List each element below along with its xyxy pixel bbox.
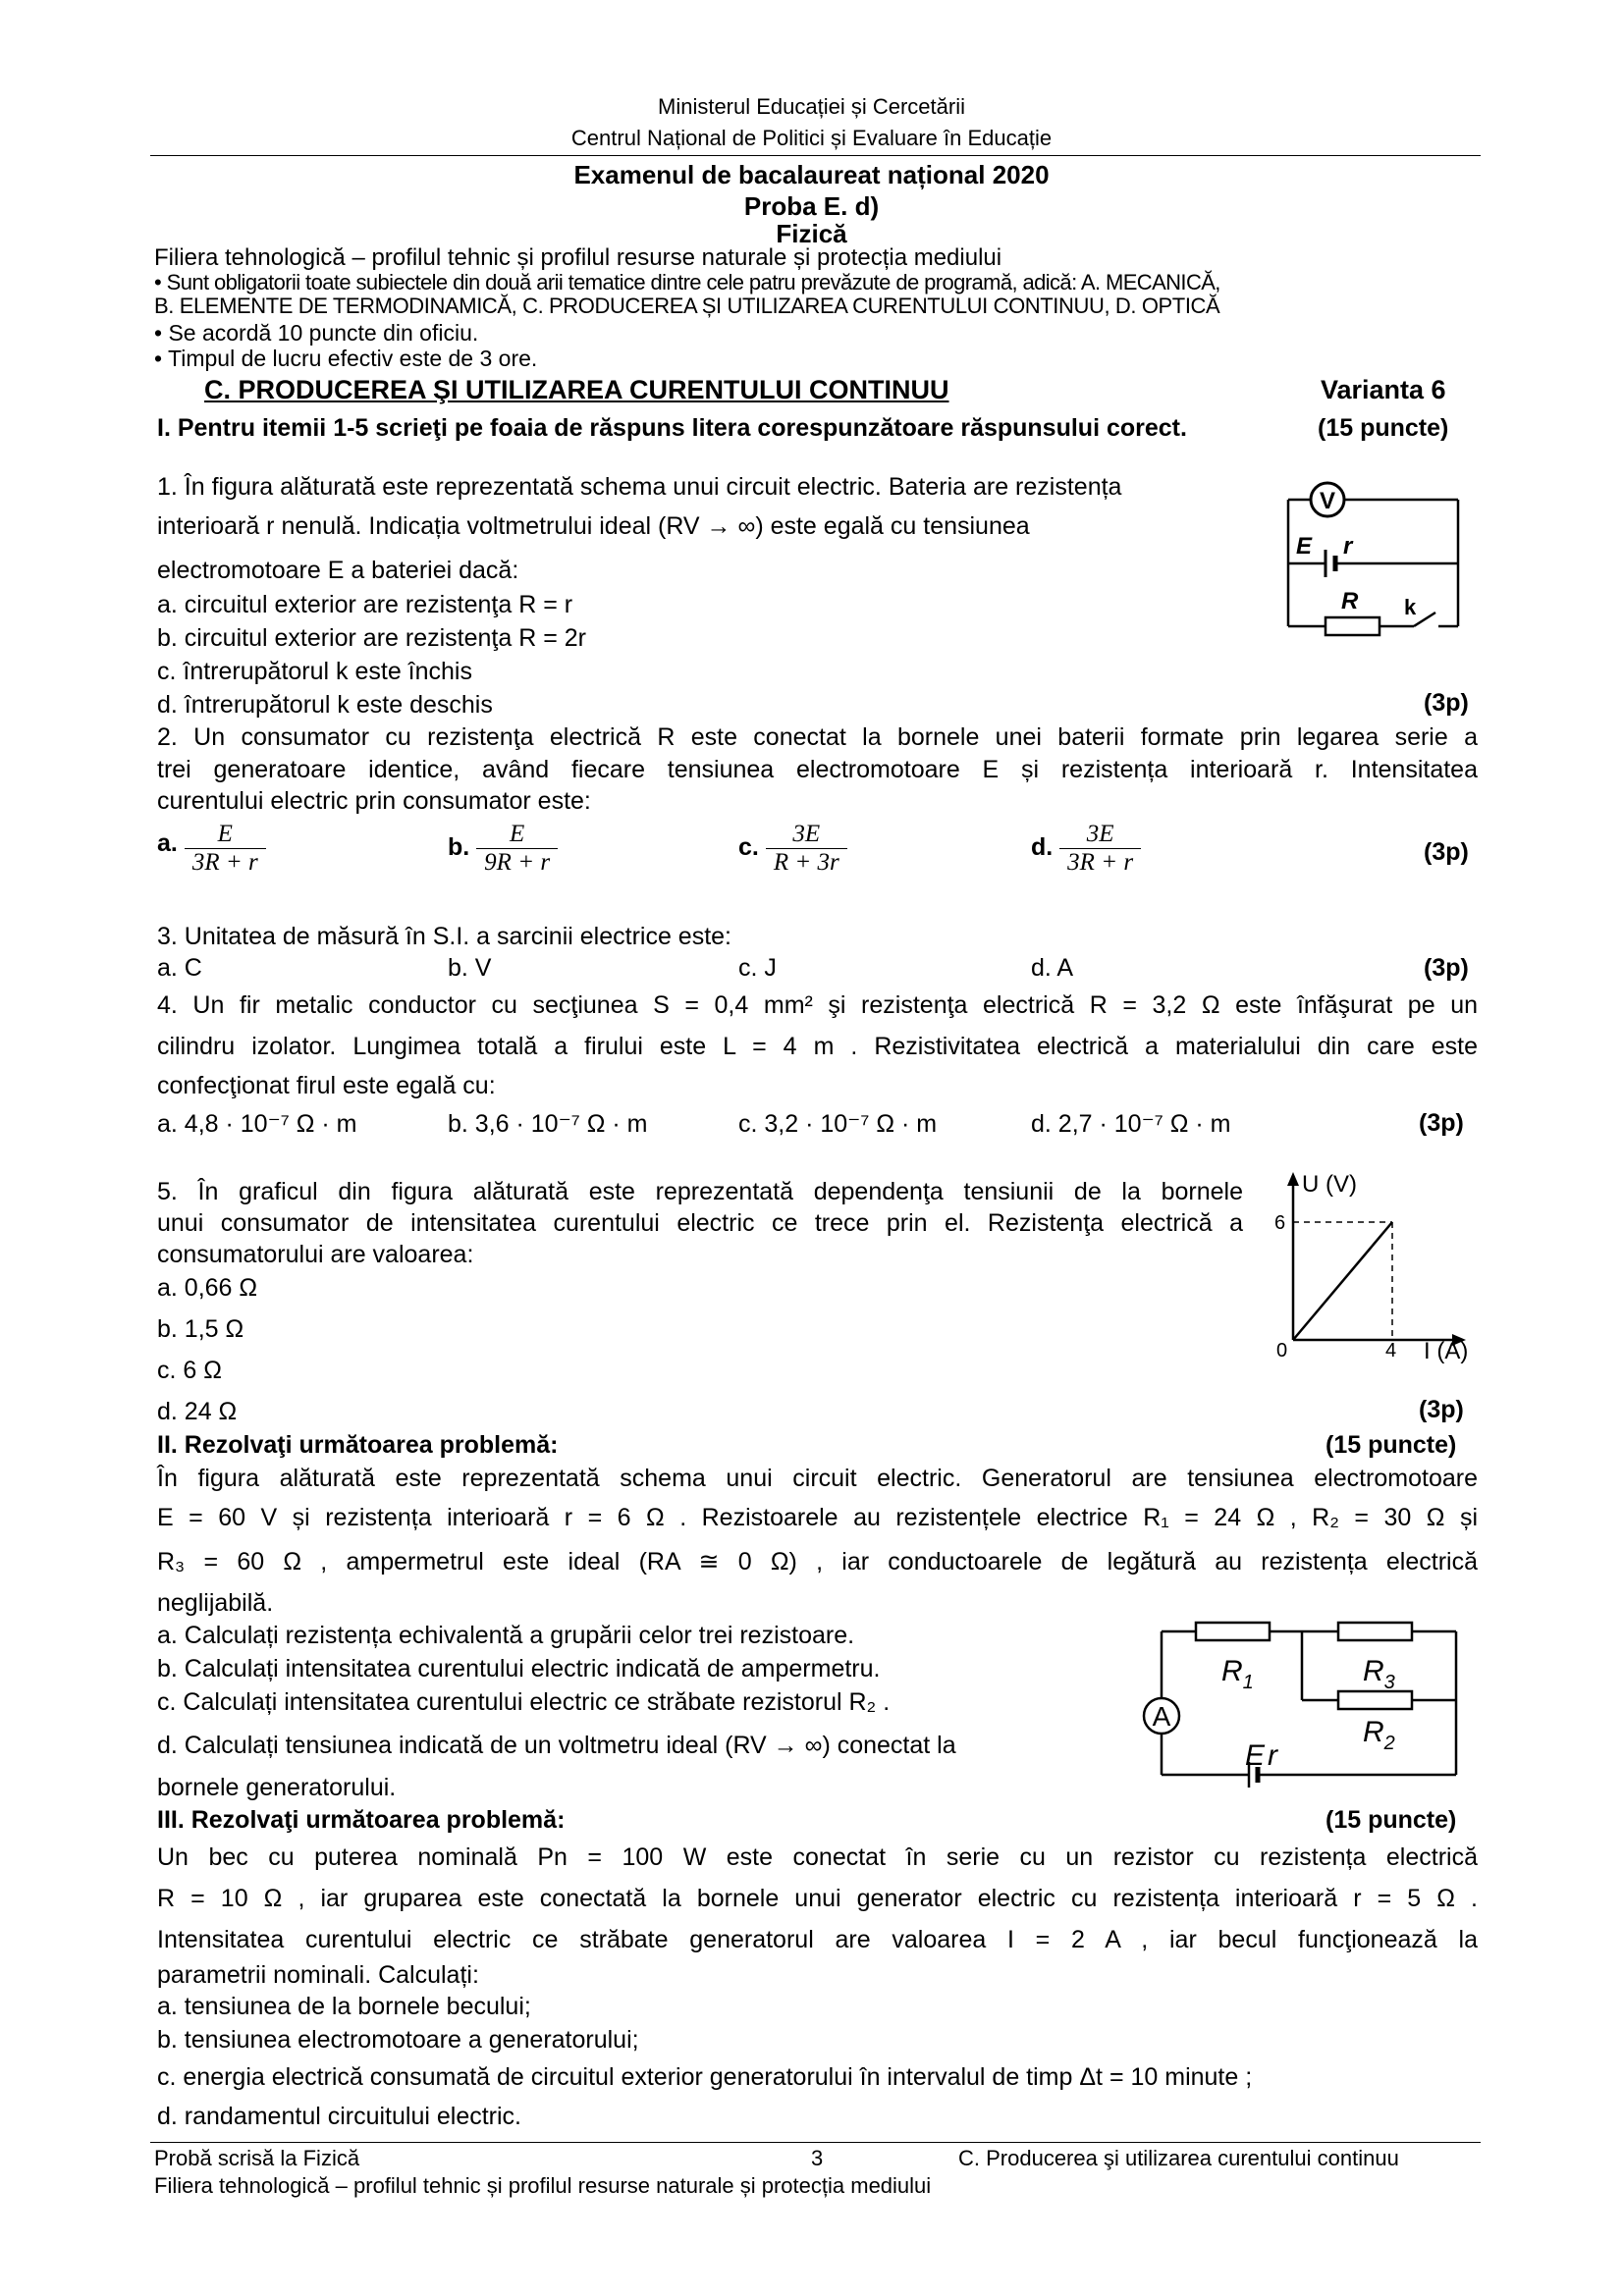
q1-option-a: a. circuitul exterior are rezistenţa R = r <box>157 591 573 618</box>
p2-item-d2: bornele generatorului. <box>157 1774 397 1801</box>
y-axis-label: U (V) <box>1302 1171 1357 1198</box>
p2-line2: E = 60 V și rezistența interioară r = 6 Ω . Rezistoarele au rezistențele electrice R₁ = 24 Ω , R₂ = 30 Ω și <box>157 1504 1478 1531</box>
footer-divider <box>150 2142 1481 2143</box>
circuit-figure-2 <box>1127 1610 1481 1806</box>
part1-points: (15 puncte) <box>1318 414 1449 442</box>
footer-right: C. Producerea şi utilizarea curentului continuu <box>958 2146 1399 2170</box>
y-axis-arrow <box>1287 1172 1299 1186</box>
r1-label: $R_1$ <box>1221 1655 1254 1693</box>
q4-points: (3p) <box>1419 1109 1464 1137</box>
q2-option-a: a. $\frac{E}{3R + r}$ <box>157 821 266 877</box>
x-axis-label: I (A) <box>1424 1338 1469 1364</box>
q5-option-d: d. 24 Ω <box>157 1398 238 1425</box>
internal-resistance-label: r <box>1268 1739 1277 1772</box>
p3-line4: parametrii nominali. Calculați: <box>157 1961 479 1989</box>
q1-line1: 1. În figura alăturată este reprezentată schema unui circuit electric. Bateria are rezistența <box>157 473 1122 501</box>
circuit-figure-1 <box>1276 471 1473 643</box>
q1-line2: interioară r nenulă. Indicația voltmetrului ideal (RV → ∞) este egală cu tensiunea <box>157 512 1030 540</box>
q3-option-a: a. C <box>157 954 202 982</box>
part3-heading: III. Rezolvaţi următoarea problemă: <box>157 1806 566 1834</box>
section-title: C. PRODUCEREA ŞI UTILIZAREA CURENTULUI CONTINUU <box>204 375 949 404</box>
q1-option-d: d. întrerupătorul k este deschis <box>157 691 493 719</box>
p2-line1: În figura alăturată este reprezentată schema unui circuit electric. Generatorul are tensiunea electromotoare <box>157 1465 1478 1492</box>
part3-points: (15 puncte) <box>1325 1806 1457 1834</box>
internal-resistance-label: r <box>1343 533 1353 560</box>
resistor-icon <box>1325 617 1380 635</box>
q4-option-a: a. 4,8 · 10⁻⁷ Ω · m <box>157 1110 357 1138</box>
q2-option-b: b. $\frac{E}{9R + r}$ <box>448 821 558 877</box>
p3-item-b: b. tensiunea electromotoare a generatorului; <box>157 2026 639 2054</box>
q2-line2: trei generatoare identice, având fiecare tensiunea electromotoare E și rezistența interioară r. Intensitatea <box>157 756 1478 783</box>
p3-line1: Un bec cu puterea nominală Pn = 100 W este conectat în serie cu un rezistor cu rezistența electrică <box>157 1843 1478 1871</box>
series-line <box>1293 1222 1392 1340</box>
q3-option-c: c. J <box>738 954 777 982</box>
voltmeter-label: V <box>1319 488 1336 514</box>
q5-line1: 5. În graficul din figura alăturată este reprezentată dependenţa tensiunii de la bornele <box>157 1178 1243 1205</box>
q1-option-c: c. întrerupătorul k este închis <box>157 658 472 685</box>
y-tick-label: 6 <box>1274 1212 1286 1234</box>
r2-label: $R_2$ <box>1363 1716 1395 1754</box>
q5-line3: consumatorului are valoarea: <box>157 1241 474 1268</box>
header-divider <box>150 155 1481 156</box>
exam-title: Examenul de bacalaureat național 2020 <box>573 160 1050 189</box>
ammeter-label: A <box>1152 1701 1171 1732</box>
q2-option-c: c. $\frac{3E}{R + 3r}$ <box>738 821 847 877</box>
q3-line1: 3. Unitatea de măsură în S.I. a sarcinii electrice este: <box>157 923 731 950</box>
p3-item-c: c. energia electrică consumată de circuitul exterior generatorului în intervalul de timp Δt = 10 minute ; <box>157 2063 1253 2091</box>
q4-options <box>157 1109 1478 1141</box>
q2-line1: 2. Un consumator cu rezistenţa electrică R este conectat la bornele unei baterii formate prin legarea serie a <box>157 723 1478 751</box>
p2-item-b: b. Calculați intensitatea curentului electric indicată de ampermetru. <box>157 1655 881 1682</box>
emf-label: E <box>1245 1739 1266 1772</box>
subject-title: Fizică <box>776 219 847 248</box>
q5-option-a: a. 0,66 Ω <box>157 1274 258 1302</box>
q3-options <box>157 954 1478 986</box>
switch-icon <box>1414 613 1435 626</box>
q2-points: (3p) <box>1424 838 1469 866</box>
proba-title: Proba E. d) <box>743 191 880 221</box>
footer-left: Probă scrisă la Fizică <box>154 2146 360 2170</box>
emf-label: E <box>1296 533 1313 560</box>
r3-label: $R_3$ <box>1363 1655 1395 1693</box>
switch-label: k <box>1404 595 1417 619</box>
q1-option-b: b. circuitul exterior are rezistenţa R = 2r <box>157 624 586 652</box>
filiera-line: Filiera tehnologică – profilul tehnic și profilul resurse naturale și protecția mediului <box>154 244 1002 271</box>
q2-line3: curentului electric prin consumator este: <box>157 787 591 815</box>
q5-points: (3p) <box>1419 1396 1464 1423</box>
q5-line2: unui consumator de intensitatea curentului electric ce trece prin el. Rezistenţa electrică a <box>157 1209 1243 1237</box>
q4-option-b: b. 3,6 · 10⁻⁷ Ω · m <box>448 1110 648 1138</box>
resistor-r1-icon <box>1196 1623 1270 1640</box>
p3-line3: Intensitatea curentului electric ce străbate generatorul are valoarea I = 2 A , iar becul funcţionează la <box>157 1926 1478 1953</box>
p2-item-a: a. Calculați rezistența echivalentă a grupării celor trei rezistoare. <box>157 1622 855 1649</box>
p2-item-d1: d. Calculați tensiunea indicată de un voltmetru ideal (RV → ∞) conectat la <box>157 1732 956 1759</box>
q1-points: (3p) <box>1424 689 1469 717</box>
origin-label: 0 <box>1276 1340 1288 1362</box>
ministry-line: Ministerul Educației și Cercetării <box>658 94 965 119</box>
rule-3: • Timpul de lucru efectiv este de 3 ore. <box>154 346 538 371</box>
u-i-chart <box>1267 1168 1492 1364</box>
q5-option-c: c. 6 Ω <box>157 1357 222 1384</box>
q4-option-d: d. 2,7 · 10⁻⁷ Ω · m <box>1031 1110 1231 1138</box>
q2-option-d: d. $\frac{3E}{3R + r}$ <box>1031 821 1141 877</box>
resistor-r2-icon <box>1338 1691 1412 1709</box>
p2-item-c: c. Calculați intensitatea curentului electric ce străbate rezistorul R₂ . <box>157 1688 891 1716</box>
q3-points: (3p) <box>1424 954 1469 982</box>
resistor-r3-icon <box>1338 1623 1412 1640</box>
p3-item-d: d. randamentul circuitului electric. <box>157 2103 521 2130</box>
footer-page-number: 3 <box>811 2146 824 2170</box>
p2-line4: neglijabilă. <box>157 1589 274 1617</box>
q3-option-d: d. A <box>1031 954 1074 982</box>
resistor-label: R <box>1341 588 1359 614</box>
p3-item-a: a. tensiunea de la bornele becului; <box>157 1993 531 2020</box>
footer-line2: Filiera tehnologică – profilul tehnic și profilul resurse naturale și protecția mediului <box>154 2173 932 2198</box>
q1-line3: electromotoare E a bateriei dacă: <box>157 557 519 584</box>
q4-line3: confecţionat firul este egală cu: <box>157 1072 496 1099</box>
p3-line2: R = 10 Ω , iar gruparea este conectată la bornele unui generator electric cu rezistența interioară r = 5 Ω . <box>157 1885 1478 1912</box>
q5-option-b: b. 1,5 Ω <box>157 1315 244 1343</box>
part2-heading: II. Rezolvaţi următoarea problemă: <box>157 1431 559 1459</box>
q4-option-c: c. 3,2 · 10⁻⁷ Ω · m <box>738 1110 938 1138</box>
center-line: Centrul Național de Politici și Evaluare în Educație <box>570 126 1053 150</box>
q4-line2: cilindru izolator. Lungimea totală a firului este L = 4 m . Rezistivitatea electrică a materialului din care este <box>157 1033 1478 1060</box>
variant-label: Varianta 6 <box>1321 375 1446 404</box>
q2-options <box>157 821 1478 889</box>
part2-points: (15 puncte) <box>1325 1431 1457 1459</box>
q3-option-b: b. V <box>448 954 492 982</box>
x-tick-label: 4 <box>1385 1340 1397 1362</box>
p2-line3: R₃ = 60 Ω , ampermetrul este ideal (RA ≅ 0 Ω) , iar conductoarele de legătură au rezistența electrică <box>157 1548 1478 1575</box>
q4-line1: 4. Un fir metalic conductor cu secţiunea S = 0,4 mm² şi rezistenţa electrică R = 3,2 Ω este înfăşurat pe un <box>157 991 1478 1019</box>
rule-2: • Se acordă 10 puncte din oficiu. <box>154 320 479 346</box>
rule-1a: • Sunt obligatorii toate subiectele din două arii tematice dintre cele patru prevăzute de programă, adică: A. MECANICĂ, <box>154 270 1220 294</box>
rule-1b: B. ELEMENTE DE TERMODINAMICĂ, C. PRODUCEREA ȘI UTILIZAREA CURENTULUI CONTINUU, D. OPTICĂ <box>154 294 1220 318</box>
part1-heading: I. Pentru itemii 1-5 scrieţi pe foaia de răspuns litera corespunzătoare răspunsului corect. <box>157 414 1187 442</box>
